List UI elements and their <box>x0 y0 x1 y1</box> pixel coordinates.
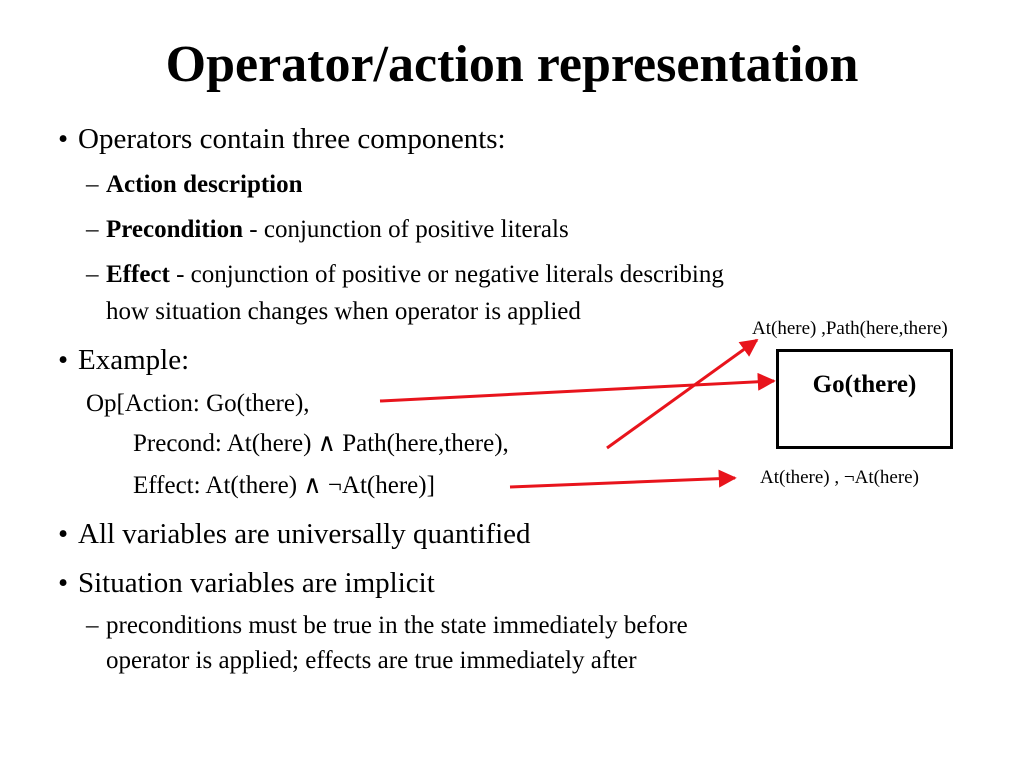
effect-diagram-label: At(there) , ¬At(here) <box>760 467 919 488</box>
dash-marker: – <box>86 261 99 288</box>
operator-box-label: Go(there) <box>812 371 917 398</box>
effect-term: Effect <box>106 261 170 288</box>
arrow-action-to-box <box>380 381 774 401</box>
arrow-precond-to-label <box>607 340 757 448</box>
sub-bullet-line2: operator is applied; effects are true immediately after <box>106 647 637 674</box>
bullet-text: Operators contain three components: <box>78 123 506 155</box>
bullet-marker: • <box>58 344 69 376</box>
dash-marker: – <box>86 171 99 198</box>
example-effect-line: Effect: At(there) ∧ ¬At(here)] <box>133 472 435 499</box>
sub-bullet-line1: preconditions must be true in the state immediately before <box>106 612 688 639</box>
bullet-marker: • <box>58 123 69 155</box>
bullet-text: Situation variables are implicit <box>78 567 435 599</box>
bullet-text: Example: <box>78 344 190 376</box>
dash-marker: – <box>86 216 99 243</box>
slide-title: Operator/action representation <box>165 36 859 93</box>
dash-marker: – <box>86 612 99 639</box>
example-op-line: Op[Action: Go(there), <box>86 390 310 417</box>
effect-definition-line2: how situation changes when operator is applied <box>106 298 581 325</box>
bullet-text: All variables are universally quantified <box>78 518 531 550</box>
precondition-definition: - conjunction of positive literals <box>243 216 569 243</box>
arrow-effect-to-label <box>510 478 735 487</box>
bullet-marker: • <box>58 518 69 550</box>
example-precond-line: Precond: At(here) ∧ Path(here,there), <box>133 430 509 457</box>
bullet-marker: • <box>58 567 69 599</box>
effect-definition-line1: - conjunction of positive or negative literals describing <box>169 261 724 288</box>
precondition-diagram-label: At(here) ,Path(here,there) <box>752 318 948 339</box>
precondition-term: Precondition <box>106 216 244 243</box>
action-description-term: Action description <box>106 171 303 198</box>
